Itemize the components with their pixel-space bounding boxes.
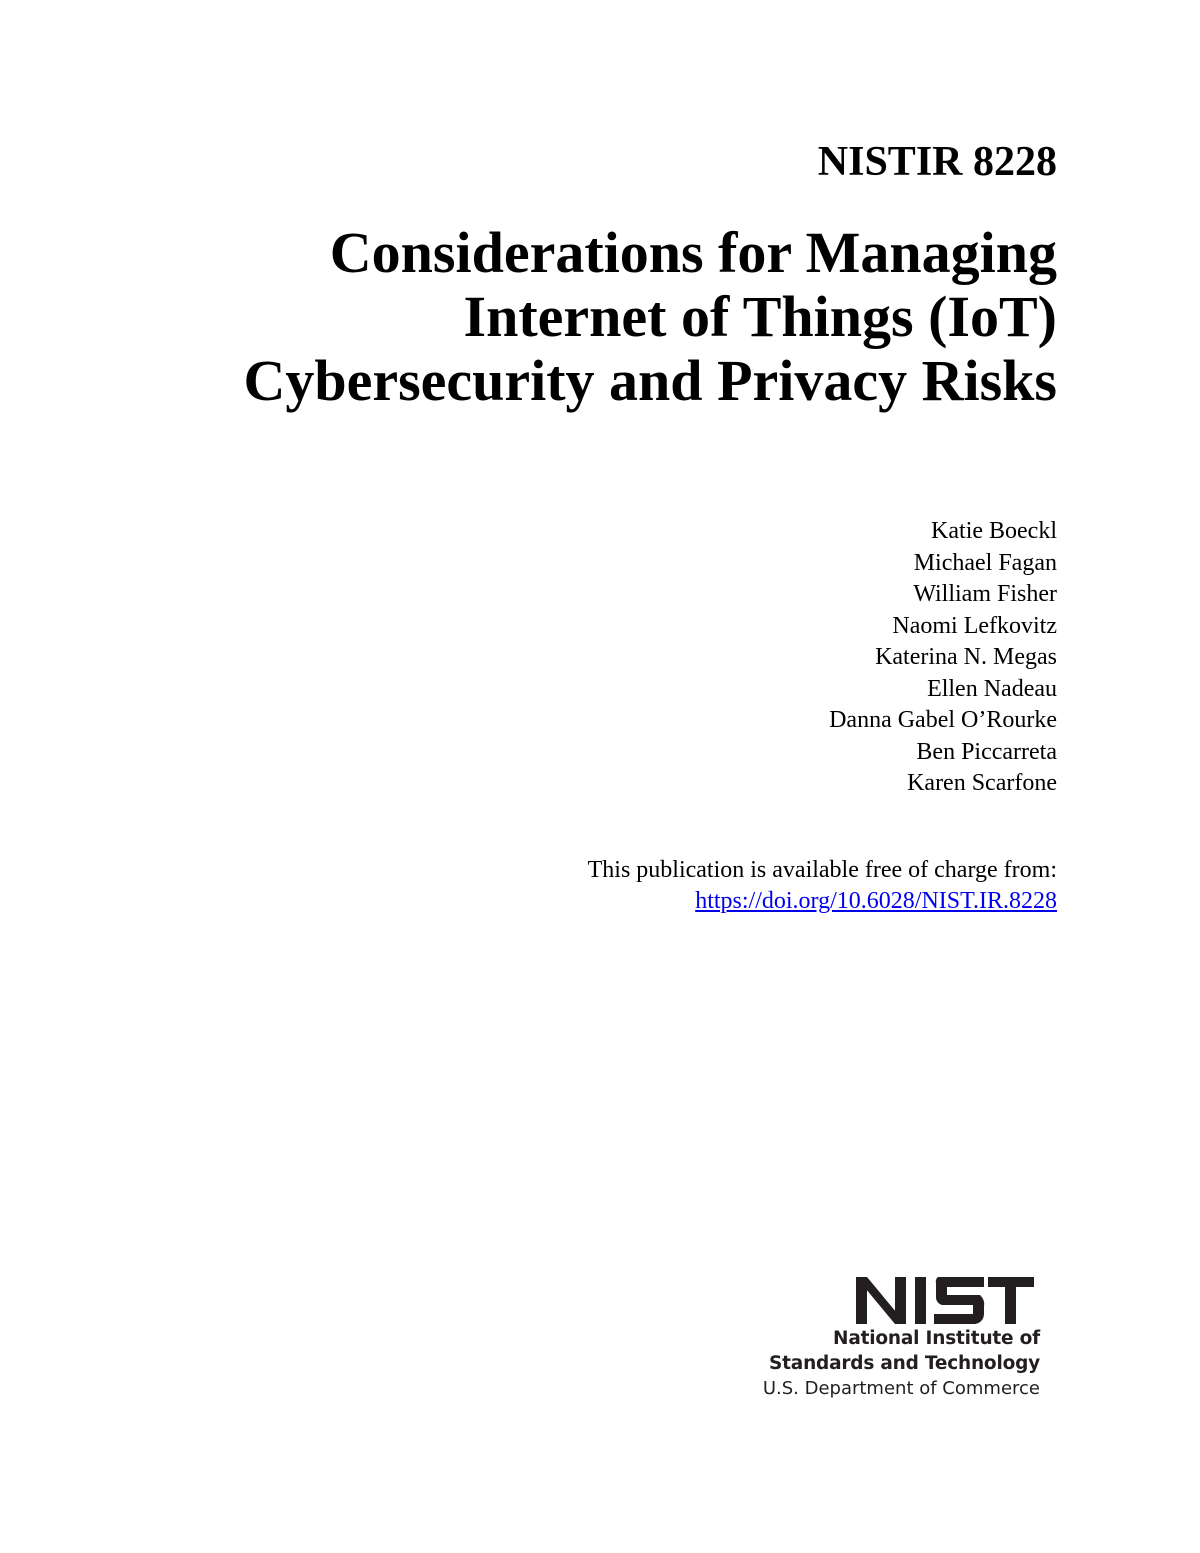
author-name: Danna Gabel O’Rourke bbox=[829, 707, 1057, 733]
author-name: Ben Piccarreta bbox=[916, 738, 1057, 765]
document-title bbox=[243, 221, 1057, 413]
author-list bbox=[829, 516, 1057, 800]
title-line-2: Internet of Things (IoT) bbox=[463, 284, 1057, 349]
report-number: NISTIR 8228 bbox=[817, 139, 1057, 185]
author-name: Ellen Nadeau bbox=[927, 675, 1057, 702]
title-line-1: Considerations for Managing bbox=[329, 220, 1057, 285]
doi-link[interactable]: https://doi.org/10.6028/NIST.IR.8228 bbox=[695, 888, 1057, 914]
author-name: Michael Fagan bbox=[913, 549, 1057, 576]
logo-department: U.S. Department of Commerce bbox=[762, 1378, 1040, 1399]
availability-notice bbox=[588, 855, 1057, 917]
author-name: William Fisher bbox=[913, 581, 1057, 607]
title-line-3: Cybersecurity and Privacy Risks bbox=[243, 348, 1057, 413]
author-name: Naomi Lefkovitz bbox=[892, 612, 1057, 639]
nist-wordmark bbox=[856, 1272, 1036, 1326]
author-name: Karen Scarfone bbox=[907, 770, 1057, 796]
logo-org-line-1: National Institute of bbox=[833, 1328, 1040, 1349]
author-name: Katie Boeckl bbox=[931, 518, 1057, 544]
author-name: Katerina N. Megas bbox=[875, 644, 1057, 670]
logo-org-line-2: Standards and Technology bbox=[769, 1353, 1040, 1374]
availability-text: This publication is available free of charge from: bbox=[587, 857, 1057, 883]
nist-logo bbox=[730, 1272, 1040, 1401]
